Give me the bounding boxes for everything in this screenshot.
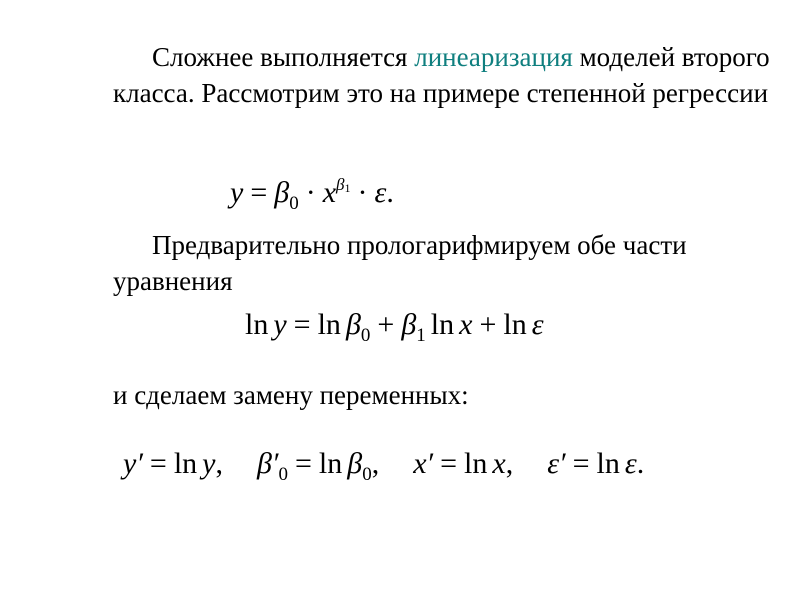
log-equation-formula xyxy=(245,308,544,347)
f3-beta: β xyxy=(347,447,363,480)
f2-beta0: β xyxy=(345,308,361,341)
f1-exponent xyxy=(336,175,350,194)
intro-text-end: моделей второго класса. Рассмотрим это на примере степенной регрессии xyxy=(113,42,770,108)
f2-y: y xyxy=(273,308,287,341)
f1-exp-subscript: 1 xyxy=(344,181,351,195)
f3-xprime: x′ xyxy=(413,447,434,480)
f3-betaprime: β′ xyxy=(256,447,279,480)
highlighted-term: линеаризация xyxy=(414,42,573,72)
f1-period: . xyxy=(386,176,394,209)
f3-y: y xyxy=(202,447,216,480)
f3-ln2: ln xyxy=(318,447,343,480)
f3-comma2: , xyxy=(371,447,380,480)
f3-x: x xyxy=(492,447,506,480)
f3-ln3: ln xyxy=(464,447,488,480)
f2-plus2: + xyxy=(479,308,497,341)
f1-epsilon: ε xyxy=(374,176,387,209)
f2-ln1: ln xyxy=(245,308,269,341)
f3-eq3: = xyxy=(440,447,458,480)
f2-ln3: ln xyxy=(430,308,455,341)
logarithm-paragraph xyxy=(113,227,783,299)
f3-eq1: = xyxy=(149,447,167,480)
f1-dot1: · xyxy=(305,176,316,209)
f1-exp-beta: β xyxy=(336,175,345,194)
f1-equals: = xyxy=(250,176,268,209)
f1-x: x xyxy=(322,176,337,209)
f3-betaprime-subscript: 0 xyxy=(278,464,288,485)
f2-beta1: β xyxy=(401,308,417,341)
f2-equals: = xyxy=(293,308,311,341)
f2-ln2: ln xyxy=(317,308,341,341)
f3-ln4: ln xyxy=(596,447,620,480)
f3-yprime: y′ xyxy=(123,447,143,480)
f3-eq4: = xyxy=(572,447,590,480)
f3-ln1: ln xyxy=(173,447,198,480)
f1-beta-subscript: 0 xyxy=(289,193,299,214)
f1-dot2: · xyxy=(357,176,368,209)
f1-y: y xyxy=(230,176,244,209)
logarithm-text: Предварительно прологарифмируем обе части уравнения xyxy=(113,230,687,296)
f3-epsprime: ε′ xyxy=(547,447,566,480)
f3-epsilon: ε xyxy=(624,447,637,480)
f3-eq2: = xyxy=(295,447,312,480)
substitution-paragraph xyxy=(113,377,783,413)
intro-text-start: Сложнее выполняется xyxy=(152,42,415,72)
f1-beta: β xyxy=(274,176,290,209)
f3-beta-subscript: 0 xyxy=(362,464,372,485)
f2-epsilon: ε xyxy=(531,308,544,341)
f2-x: x xyxy=(459,308,473,341)
f3-period: . xyxy=(636,447,645,480)
intro-paragraph xyxy=(113,39,783,111)
f2-beta1-subscript: 1 xyxy=(416,325,426,346)
f3-comma1: , xyxy=(215,447,223,480)
f3-comma3: , xyxy=(505,447,514,480)
f2-ln4: ln xyxy=(503,308,527,341)
power-regression-formula xyxy=(230,175,394,215)
variable-substitution-formula xyxy=(123,447,644,486)
f2-plus1: + xyxy=(377,308,395,341)
substitution-text: и сделаем замену переменных: xyxy=(113,380,469,410)
f2-beta0-subscript: 0 xyxy=(360,325,371,346)
